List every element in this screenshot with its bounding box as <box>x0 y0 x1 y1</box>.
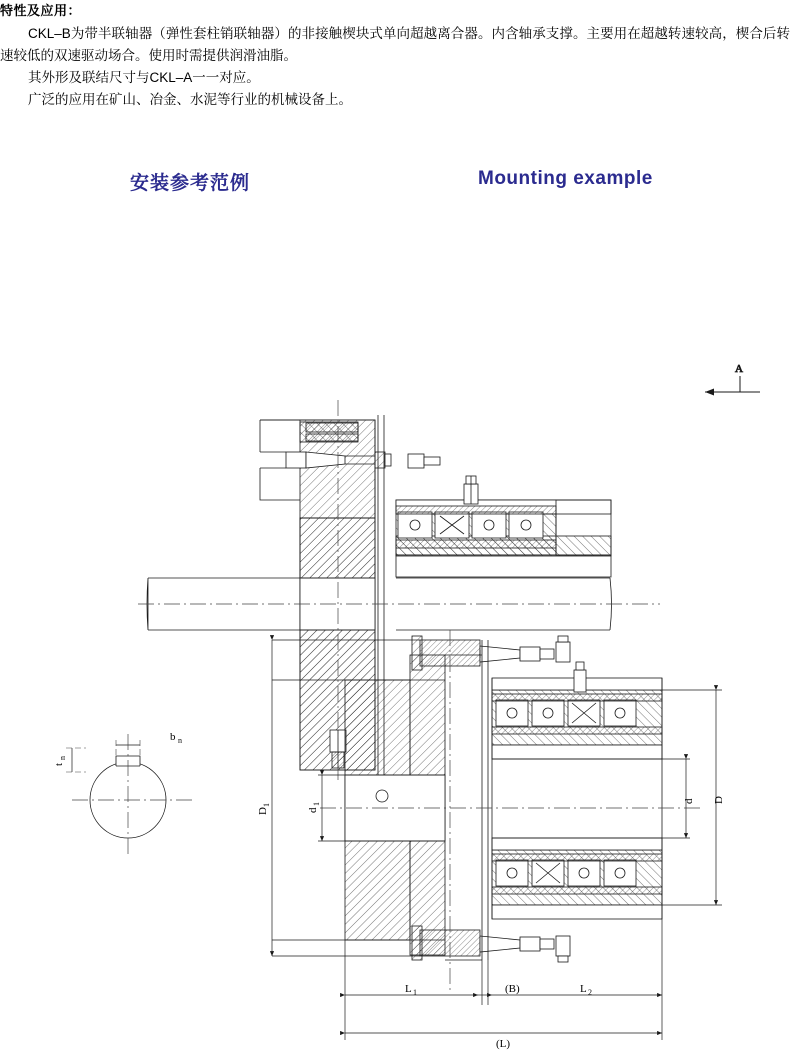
label-L-total: (L) <box>496 1038 511 1050</box>
label-D1: D <box>257 807 269 815</box>
label-L1-sub: 1 <box>413 988 417 997</box>
section-arrow-a <box>705 363 760 392</box>
keyway-detail <box>66 740 166 838</box>
label-tn-sub: n <box>58 756 67 760</box>
label-d1-sub: 1 <box>312 802 321 806</box>
mounting-example-title-cn: 安装参考范例 <box>130 173 251 194</box>
paragraph-2: 其外形及联结尺寸与CKL–A一一对应。 <box>28 70 260 85</box>
label-section-a: A <box>735 363 743 375</box>
label-bn-sub: n <box>178 736 182 745</box>
label-L2: L <box>580 983 587 995</box>
intro-text-block <box>0 0 790 111</box>
label-tn: t <box>53 762 65 766</box>
label-B: (B) <box>505 983 520 995</box>
label-D: D <box>713 796 725 804</box>
label-D1-sub: 1 <box>262 803 271 807</box>
label-d1: d <box>307 807 319 813</box>
technical-drawing <box>0 200 800 1058</box>
section-view-assembly <box>345 636 662 962</box>
paragraph-3: 广泛的应用在矿山、冶金、水泥等行业的机械设备上。 <box>28 92 352 107</box>
label-d: d <box>683 798 695 804</box>
paragraph-1: CKL–B为带半联轴器（弹性套柱销联轴器）的非接触楔块式单向超越离合器。内含轴承支撑。主要用在超越转速较高，楔合后转速较低的双速驱动场合。使用时需提供润滑油脂。 <box>0 26 790 63</box>
section-heading: 特性及应用： <box>0 3 82 18</box>
label-L1: L <box>405 983 412 995</box>
label-L2-sub: 2 <box>588 988 592 997</box>
label-bn: b <box>170 731 176 743</box>
mounting-example-title-en: Mounting example <box>478 168 653 189</box>
